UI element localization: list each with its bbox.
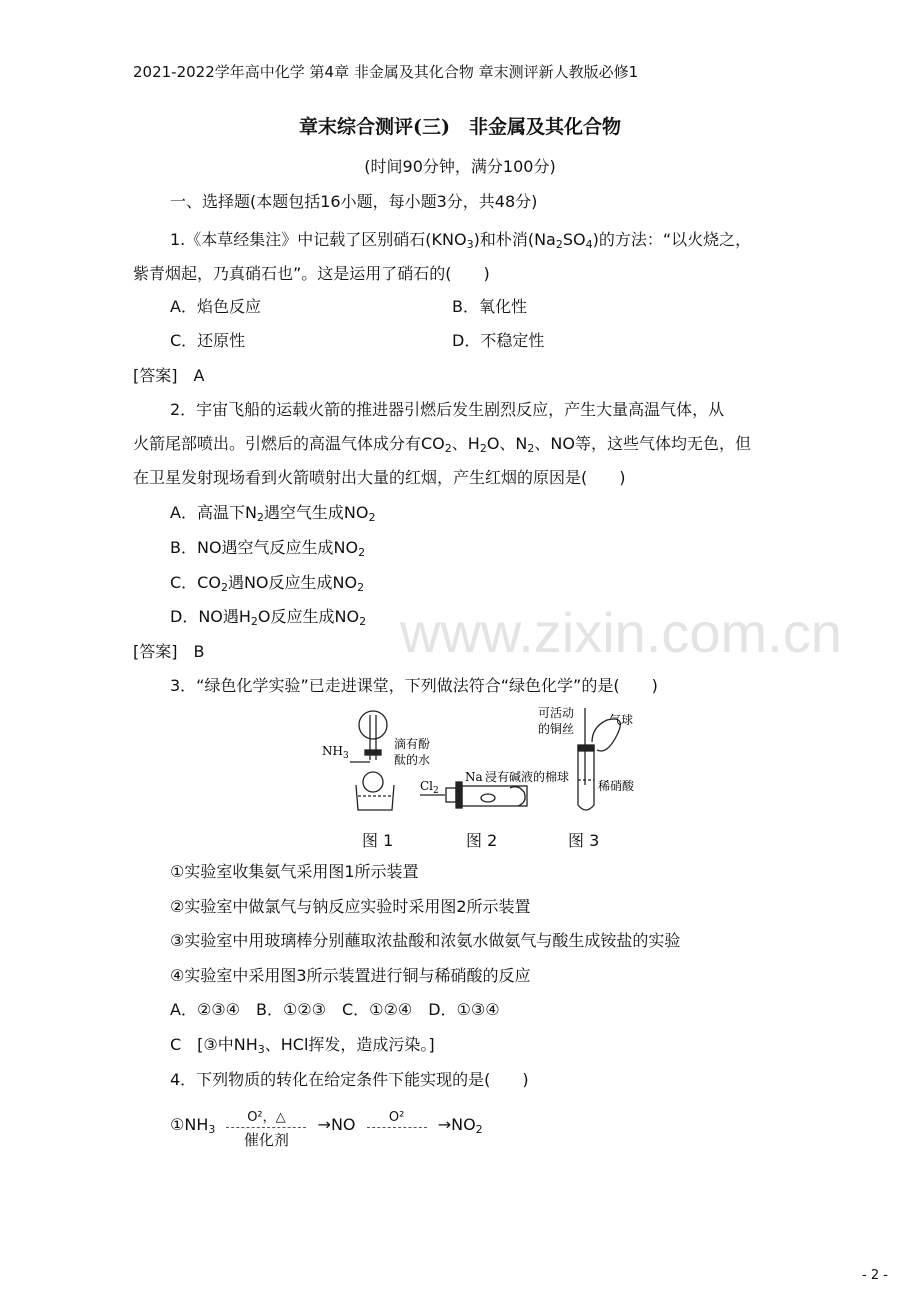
q4-stem: 4．下列物质的转化在给定条件下能实现的是( ) — [170, 1070, 529, 1089]
label-wire-1: 可活动 — [538, 706, 575, 720]
q2-option-c: C．$CO_2$遇NO反应生成$NO_2$ — [170, 573, 365, 594]
q3-item-3: ③实验室中用玻璃棒分别蘸取浓盐酸和浓氨水做氨气与酸生成铵盐的实验 — [170, 931, 681, 950]
page-number: - 2 - — [862, 1268, 888, 1283]
q1-line2: 紫青烟起，乃真硝石也”。这是运用了硝石的( ) — [133, 264, 490, 283]
figure1-caption: 图 1 — [362, 831, 394, 850]
apparatus-figure — [320, 700, 660, 820]
q1-line1: 1.《本草经集注》中记载了区别硝石$(KNO_3)$和朴消$(Na_2SO_4)$的方法：“以火烧之， — [170, 230, 752, 251]
q2-line3: 在卫星发射现场看到火箭喷射出大量的红烟，产生红烟的原因是( ) — [133, 468, 626, 487]
q2-option-b: B．NO遇空气反应生成$NO_2$ — [170, 538, 366, 559]
q3-item-2: ②实验室中做氯气与钠反应实验时采用图2所示装置 — [170, 897, 531, 916]
q1-option-a: A．焰色反应 — [170, 297, 261, 316]
watermark: www.zixin.com.cn — [400, 601, 842, 664]
q2-line2: 火箭尾部喷出。引燃后的高温气体成分有$CO_2$、$H_2O$、$N_2$、NO等，这些气体均无色，但 — [133, 434, 751, 455]
label-balloon: 气球 — [609, 713, 634, 727]
label-cotton: 浸有碱液的棉球 — [485, 770, 570, 784]
label-nh3: $NH_3$ — [322, 744, 349, 761]
q2-line1: 2．宇宙飞船的运载火箭的推进器引燃后发生剧烈反应，产生大量高温气体，从 — [170, 400, 725, 419]
label-water-1: 滴有酚 — [394, 737, 431, 751]
page-title: 章末综合测评(三) 非金属及其化合物 — [299, 116, 621, 138]
q1-option-c: C．还原性 — [170, 331, 246, 350]
q3-options: A．②③④ B．①②③ C．①②④ D．①③④ — [170, 1000, 500, 1019]
figure2-caption: 图 2 — [466, 831, 498, 850]
q1-option-d: D．不稳定性 — [452, 331, 545, 350]
running-header: 2021-2022学年高中化学 第4章 非金属及其化合物 章末测评新人教版必修1 — [133, 63, 639, 81]
q3-answer: C [③中$NH_3$、HCl挥发，造成污染。] — [170, 1035, 435, 1056]
q4-equation: $①NH_3$ O²，△ 催化剂 →NO O² $\to NO_2$ — [170, 1110, 483, 1149]
q2-answer: [答案] B — [133, 642, 205, 661]
q1-answer: [答案] A — [133, 366, 205, 385]
q3-item-4: ④实验室中采用图3所示装置进行铜与稀硝酸的反应 — [170, 966, 531, 985]
condition-1: O²，△ — [247, 1110, 286, 1125]
label-cl2: $Cl_2$ — [420, 779, 439, 796]
label-acid: 稀硝酸 — [598, 779, 635, 793]
condition-catalyst: 催化剂 — [243, 1131, 289, 1149]
section-heading: 一、选择题(本题包括16小题，每小题3分，共48分) — [170, 192, 538, 211]
q3-stem: 3．“绿色化学实验”已走进课堂，下列做法符合“绿色化学”的是( ) — [170, 676, 658, 695]
condition-2: O² — [388, 1110, 405, 1125]
label-na: Na — [465, 770, 483, 784]
q2-option-d: D．NO遇$H_2O$反应生成$NO_2$ — [170, 607, 367, 628]
label-water-2: 酞的水 — [394, 753, 431, 767]
label-wire-2: 的铜丝 — [538, 722, 575, 736]
q2-option-a: A．高温下$N_2$遇空气生成$NO_2$ — [170, 503, 376, 524]
figure1-apparatus — [350, 711, 394, 810]
q1-option-b: B．氧化性 — [452, 297, 527, 316]
subtitle: (时间90分钟，满分100分) — [364, 157, 556, 176]
q3-item-1: ①实验室收集氨气采用图1所示装置 — [170, 862, 419, 881]
figure3-caption: 图 3 — [568, 831, 600, 850]
